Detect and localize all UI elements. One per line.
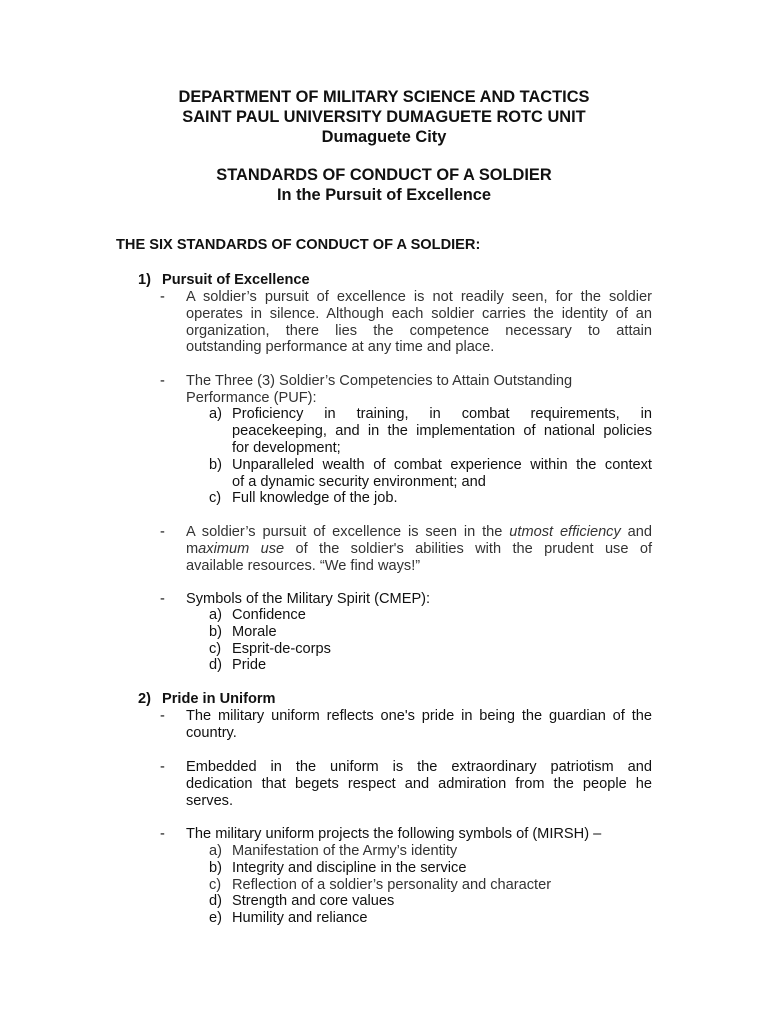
item-label: c) bbox=[209, 641, 222, 657]
text-line: country. bbox=[186, 724, 237, 741]
emphasis-text: utmost efficiency bbox=[509, 524, 621, 540]
item-label: c) bbox=[209, 877, 222, 893]
item-label: a) bbox=[209, 406, 222, 422]
item-text: Strength and core values bbox=[232, 893, 395, 909]
section-2-number: 2) bbox=[138, 691, 151, 707]
item-text: Reflection of a soldier’s personality and character bbox=[232, 877, 552, 893]
bullet-dash: - bbox=[160, 759, 165, 775]
text-run: and bbox=[627, 524, 653, 540]
section-2-heading bbox=[138, 691, 276, 708]
item-text: Confidence bbox=[232, 607, 306, 623]
text-line: Embedded in the uniform is the extraordinary patriotism and bbox=[186, 759, 652, 775]
section-1-heading bbox=[138, 272, 310, 289]
text-line: The Three (3) Soldier’s Competencies to Attain Outstanding bbox=[186, 373, 573, 389]
bullet-dash: - bbox=[160, 708, 165, 724]
text-line bbox=[186, 541, 652, 558]
text-line: operates in silence. Although each soldier carries the identity of an bbox=[186, 305, 652, 322]
header-university: SAINT PAUL UNIVERSITY DUMAGUETE ROTC UNIT bbox=[182, 108, 586, 126]
s1-paragraph-2 bbox=[186, 373, 626, 407]
section-2-title: Pride in Uniform bbox=[162, 691, 276, 707]
text-line: of a dynamic security environment; and bbox=[232, 473, 486, 490]
text-run: of the soldier's abilities with the prudent use of bbox=[295, 540, 653, 557]
item-label: d) bbox=[209, 893, 222, 909]
bullet-dash: - bbox=[160, 373, 165, 389]
document-title bbox=[0, 165, 768, 205]
bullet-dash: - bbox=[160, 524, 165, 540]
item-text: Pride bbox=[232, 657, 267, 673]
text-line: peacekeeping, and in the implementation of national policies bbox=[232, 422, 652, 439]
text-line bbox=[186, 524, 652, 541]
s1-paragraph-1 bbox=[186, 289, 652, 356]
section-1-title: Pursuit of Excellence bbox=[162, 272, 310, 288]
text-line: dedication that begets respect and admiration from the people he bbox=[186, 775, 652, 792]
text-line: Performance (PUF): bbox=[186, 389, 317, 406]
item-label: b) bbox=[209, 457, 222, 473]
item-label: d) bbox=[209, 657, 222, 673]
s1-paragraph-3 bbox=[186, 524, 652, 574]
item-label: a) bbox=[209, 607, 222, 623]
s2-paragraph-1 bbox=[186, 708, 652, 742]
text-line: for development; bbox=[232, 439, 341, 456]
item-text: Esprit-de-corps bbox=[232, 641, 331, 657]
text-line: serves. bbox=[186, 792, 234, 809]
text-line: outstanding performance at any time and place. bbox=[186, 339, 495, 356]
text-line: Proficiency in training, in combat requirements, in bbox=[232, 406, 652, 422]
bullet-dash: - bbox=[160, 591, 165, 607]
item-label: a) bbox=[209, 843, 222, 859]
item-label: e) bbox=[209, 910, 222, 926]
text-line: A soldier’s pursuit of excellence is not readily seen, for the soldier bbox=[186, 289, 652, 305]
text-line: The military uniform reflects one's pride in being the guardian of the bbox=[186, 708, 652, 724]
s2-paragraph-2 bbox=[186, 759, 652, 809]
item-label: b) bbox=[209, 860, 222, 876]
text-line: Full knowledge of the job. bbox=[232, 490, 398, 506]
title-sub: In the Pursuit of Excellence bbox=[276, 186, 492, 204]
title-main: STANDARDS OF CONDUCT OF A SOLDIER bbox=[216, 166, 552, 184]
text-line: organization, there lies the competence necessary to attain bbox=[186, 322, 652, 339]
bullet-dash: - bbox=[160, 826, 165, 842]
item-text: Integrity and discipline in the service bbox=[232, 860, 467, 876]
item-label: b) bbox=[209, 624, 222, 640]
bullet-dash: - bbox=[160, 289, 165, 305]
item-text bbox=[232, 457, 652, 491]
item-text: Humility and reliance bbox=[232, 910, 368, 926]
document-header bbox=[0, 87, 768, 147]
text-run: m bbox=[186, 540, 199, 557]
s2-paragraph-3: The military uniform projects the following symbols of (MIRSH) – bbox=[186, 826, 602, 842]
section-1-number: 1) bbox=[138, 272, 151, 288]
item-text bbox=[232, 490, 652, 507]
item-text: Morale bbox=[232, 624, 277, 640]
item-label: c) bbox=[209, 490, 222, 506]
text-line: available resources. “We find ways!” bbox=[186, 557, 421, 574]
header-department: DEPARTMENT OF MILITARY SCIENCE AND TACTICS bbox=[178, 88, 590, 106]
header-city: Dumaguete City bbox=[321, 128, 447, 146]
text-run: A soldier’s pursuit of excellence is seen in the bbox=[186, 524, 503, 540]
item-text: Manifestation of the Army’s identity bbox=[232, 843, 458, 859]
item-text bbox=[232, 406, 652, 456]
emphasis-text: aximum use bbox=[198, 540, 285, 557]
text-line: Unparalleled wealth of combat experience within the context bbox=[232, 457, 652, 473]
s1-paragraph-4: Symbols of the Military Spirit (CMEP): bbox=[186, 591, 431, 607]
section-heading: THE SIX STANDARDS OF CONDUCT OF A SOLDIER: bbox=[116, 237, 481, 253]
